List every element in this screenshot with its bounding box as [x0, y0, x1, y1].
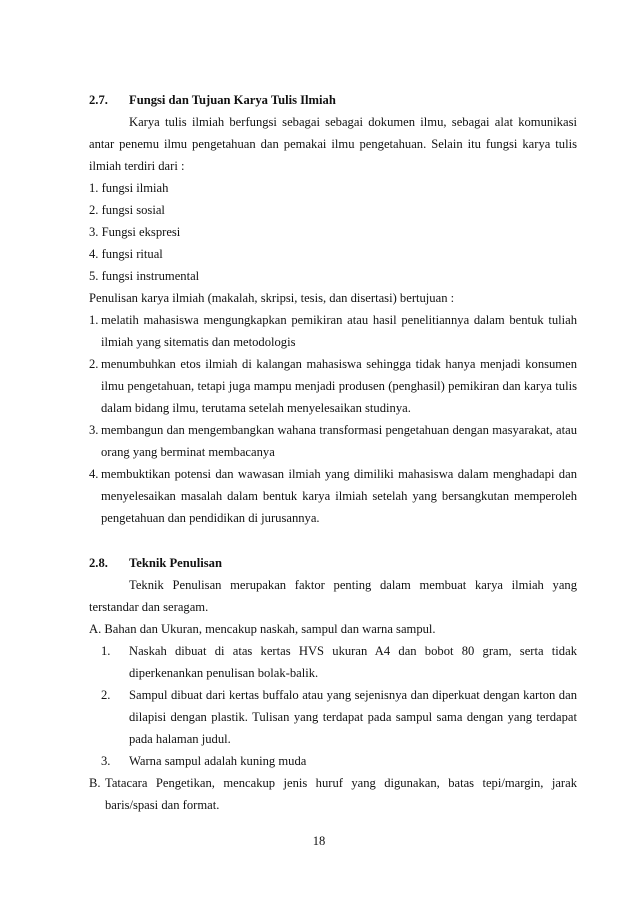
list-text: Sampul dibuat dari kertas buffalo atau yang sejenisnya dan diperkuat dengan karton dan dilapisi dengan plastik. Tulisan yang terdapat pada sampul sama dengan yang terdapat pada halaman judul.: [129, 688, 577, 746]
list-text: Naskah dibuat di atas kertas HVS ukuran A4 dan bobot 80 gram, serta tidak diperkenankan penulisan bolak-balik.: [129, 644, 577, 680]
list-item: 1. fungsi ilmiah: [89, 181, 169, 195]
list-item: [89, 463, 577, 529]
list-number: 2.: [89, 357, 99, 371]
goals-intro: Penulisan karya ilmiah (makalah, skripsi, tesis, dan disertasi) bertujuan :: [89, 291, 455, 305]
list-text: membangun dan mengembangkan wahana transformasi pengetahuan dengan masyarakat, atau orang yang berminat membacanya: [101, 423, 577, 459]
list-item: [89, 309, 577, 353]
list-text: melatih mahasiswa mengungkapkan pemikiran atau hasil penelitiannya dalam bentuk tuliah ilmiah yang sitematis dan metodologis: [101, 313, 577, 349]
list-number: B.: [89, 776, 101, 790]
list-number: 3.: [101, 754, 111, 768]
list-text: Warna sampul adalah kuning muda: [129, 754, 307, 768]
section-heading: [89, 552, 577, 574]
list-item: [89, 353, 577, 419]
list-number: 2.: [101, 688, 111, 702]
list-item: 4. fungsi ritual: [89, 247, 163, 261]
list-item: 2. fungsi sosial: [89, 203, 165, 217]
list-item: [89, 419, 577, 463]
section-number: 2.7.: [89, 93, 108, 107]
list-item: [89, 750, 577, 772]
section-number: 2.8.: [89, 556, 108, 570]
section-2-7: [89, 89, 577, 529]
part-b-heading: [89, 772, 577, 816]
section-title: Teknik Penulisan: [129, 556, 222, 570]
list-number: 1.: [101, 644, 111, 658]
list-number: 3.: [89, 423, 99, 437]
section-heading: [89, 89, 577, 111]
section-title: Fungsi dan Tujuan Karya Tulis Ilmiah: [129, 93, 336, 107]
list-item: [89, 640, 577, 684]
section-2-8: [89, 552, 577, 816]
part-a-heading: A. Bahan dan Ukuran, mencakup naskah, sampul dan warna sampul.: [89, 622, 436, 636]
list-item: 3. Fungsi ekspresi: [89, 225, 181, 239]
intro-paragraph: Karya tulis ilmiah berfungsi sebagai sebagai dokumen ilmu, sebagai alat komunikasi antar penemu ilmu pengetahuan dan pemakai ilmu pengetahuan. Selain itu fungsi karya tulis ilmiah terdiri dari :: [89, 115, 577, 173]
list-item: [89, 684, 577, 750]
list-number: 4.: [89, 467, 99, 481]
page-number: 18: [312, 834, 326, 848]
list-text: Tatacara Pengetikan, mencakup jenis huruf yang digunakan, batas tepi/margin, jarak baris/spasi dan format.: [105, 776, 577, 812]
intro-paragraph: Teknik Penulisan merupakan faktor penting dalam membuat karya ilmiah yang terstandar dan seragam.: [89, 578, 577, 614]
list-text: menumbuhkan etos ilmiah di kalangan mahasiswa sehingga tidak hanya menjadi konsumen ilmu pengetahuan, tetapi juga mampu menjadi produsen (penghasil) pemikiran dan karya tulis dalam bidang ilmu, terutama setelah menyelesaikan studinya.: [101, 357, 577, 415]
list-item: 5. fungsi instrumental: [89, 269, 200, 283]
list-number: 1.: [89, 313, 99, 327]
list-text: membuktikan potensi dan wawasan ilmiah yang dimiliki mahasiswa dalam menghadapi dan menyelesaikan masalah dalam bentuk karya ilmiah setelah yang bersangkutan memperoleh pengetahuan dan pendidikan di jurusannya.: [101, 467, 577, 525]
